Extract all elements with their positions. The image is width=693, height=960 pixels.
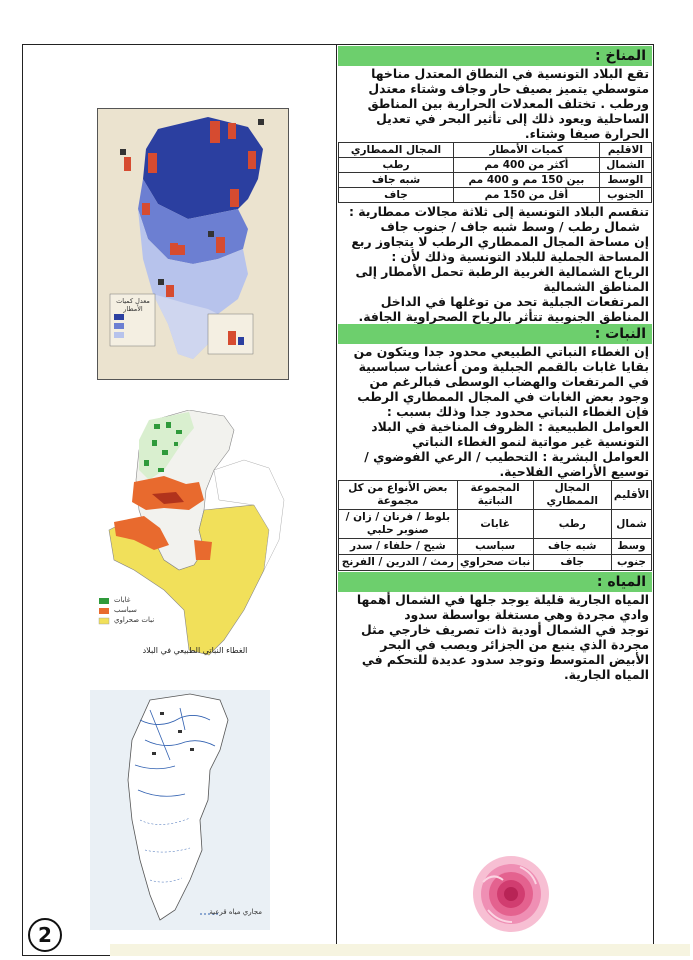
- climate-p5: المرتفعات الجبلية تحد من توغلها في الداخل: [380, 294, 649, 309]
- climate-table: [338, 142, 652, 203]
- table-header: الاقليم: [599, 143, 651, 158]
- table-cell: الوسط: [599, 173, 651, 188]
- water-network-map: [90, 690, 270, 930]
- rainfall-map-graphic: [98, 109, 288, 379]
- table-cell: سباسب: [457, 539, 533, 555]
- table-row: [339, 510, 652, 539]
- vegetation-map: [94, 410, 294, 660]
- table-cell: رطب: [339, 158, 454, 173]
- climate-p2: شمال رطب / وسط شبه جاف / جنوب جاف: [380, 219, 640, 234]
- climate-p4: الرياح الشمالية الغربية الرطبة تحمل الأمطار إلى المناطق الشمالية: [355, 264, 649, 294]
- rose-flower-icon: [468, 852, 554, 936]
- table-cell: شبه جاف: [339, 173, 454, 188]
- table-cell: بين 150 مم و 400 مم: [454, 173, 600, 188]
- table-header: الأقليم: [611, 481, 651, 510]
- table-cell: نبات صحراوي: [457, 555, 533, 571]
- vegetation-table: [338, 480, 652, 571]
- table-cell: جنوب: [611, 555, 651, 571]
- vegetation-map-caption: الغطاء النباتي الطبيعي في البلاد: [142, 646, 248, 655]
- table-row: [339, 555, 652, 571]
- table-header: بعض الأنواع من كل مجموعة: [339, 481, 458, 510]
- table-header: المجال الممطاري: [533, 481, 611, 510]
- table-cell: غابات: [457, 510, 533, 539]
- vegetation-heading: النبات :: [338, 324, 652, 344]
- table-cell: شمال: [611, 510, 651, 539]
- bottom-strip: [110, 944, 690, 956]
- table-cell: رمث / الدرين / الفرنج: [339, 555, 458, 571]
- lesson-content: [338, 46, 652, 682]
- rainfall-temperature-map: [97, 108, 289, 380]
- table-cell: أقل من 150 مم: [454, 188, 600, 203]
- water-p2: توجد في الشمال أودية ذات تصريف خارجي مثل مجردة الذي ينبع من الجزائر ويصب في البحر الأبيض المتوسط وتوجد سدود عديدة للتحكم في المياه الجارية.: [360, 622, 649, 682]
- vegetation-p1: إن الغطاء النباتي الطبيعي محدود جدا ويتكون من بقايا غابات بالقمم الجبلية ومن أعشاب سباسبية في المرتفعات والهضاب الوسطى فبالرغم من وجود بعض الغابات في المجال الممطاري الرطب فإن الغطاء النباتي محدود جدا وذلك بسبب :: [353, 344, 649, 419]
- water-p1: المياه الجارية قليلة يوجد جلها في الشمال أهمها وادي مجردة وهي مستغلة بواسطة سدود: [356, 592, 649, 622]
- water-heading: المياه :: [338, 572, 652, 592]
- vegetation-legend-forest: غابات: [114, 596, 131, 604]
- table-row: [339, 539, 652, 555]
- rainfall-legend-label: معدل كميات الأمطار: [116, 297, 150, 313]
- table-header-row: [339, 143, 652, 158]
- climate-heading: المناخ :: [338, 46, 652, 66]
- climate-p3: إن مساحة المجال الممطاري الرطب لا يتجاوز ربع المساحة الجملية للبلاد التونسية وذلك لأن :: [351, 234, 649, 264]
- vegetation-p2: العوامل الطبيعية : الظروف المناخية في البلاد التونسية غير مواتية لنمو الغطاء النباتي: [371, 419, 649, 449]
- table-row: [339, 173, 652, 188]
- table-cell: جاف: [533, 555, 611, 571]
- table-cell: بلوط / فرنان / زان / صنوبر حلبي: [339, 510, 458, 539]
- table-header-row: [339, 481, 652, 510]
- vegetation-p3: العوامل البشرية : التحطيب / الرعي الفوضوي / توسيع الأراضي الفلاحية.: [364, 449, 649, 479]
- table-cell: جاف: [339, 188, 454, 203]
- page-number: 2: [28, 918, 62, 952]
- water-map-caption: مجاري مياه قرعية: [209, 908, 262, 916]
- vegetation-legend-desert: نبات صحراوي: [114, 616, 155, 624]
- table-cell: الشمال: [599, 158, 651, 173]
- table-cell: رطب: [533, 510, 611, 539]
- table-header: كميات الأمطار: [454, 143, 600, 158]
- vegetation-legend-steppe: سباسب: [114, 606, 137, 614]
- column-divider: [336, 44, 337, 956]
- table-header: المجموعة النباتية: [457, 481, 533, 510]
- table-row: [339, 188, 652, 203]
- table-cell: الجنوب: [599, 188, 651, 203]
- table-cell: وسط: [611, 539, 651, 555]
- water-map-graphic: [90, 690, 270, 930]
- table-header: المجال الممطاري: [339, 143, 454, 158]
- table-cell: أكثر من 400 مم: [454, 158, 600, 173]
- climate-intro: تقع البلاد التونسية في النطاق المعتدل مناخها متوسطي يتميز بصيف حار وجاف وشتاء معتدل ورطب . تختلف المعدلات الحرارية بين المناطق الساحلية ويعود ذلك إلى تأثير البحر في تعديل الحرارة صيفا وشتاء.: [367, 66, 649, 141]
- table-cell: شيح / حلفاء / سدر: [339, 539, 458, 555]
- climate-p1: تنقسم البلاد التونسية إلى ثلاثة مجالات ممطارية :: [349, 204, 649, 219]
- climate-p6: المناطق الجنوبية تتأثر بالرياح الصحراوية الجافة.: [358, 309, 649, 324]
- table-row: [339, 158, 652, 173]
- table-cell: شبه جاف: [533, 539, 611, 555]
